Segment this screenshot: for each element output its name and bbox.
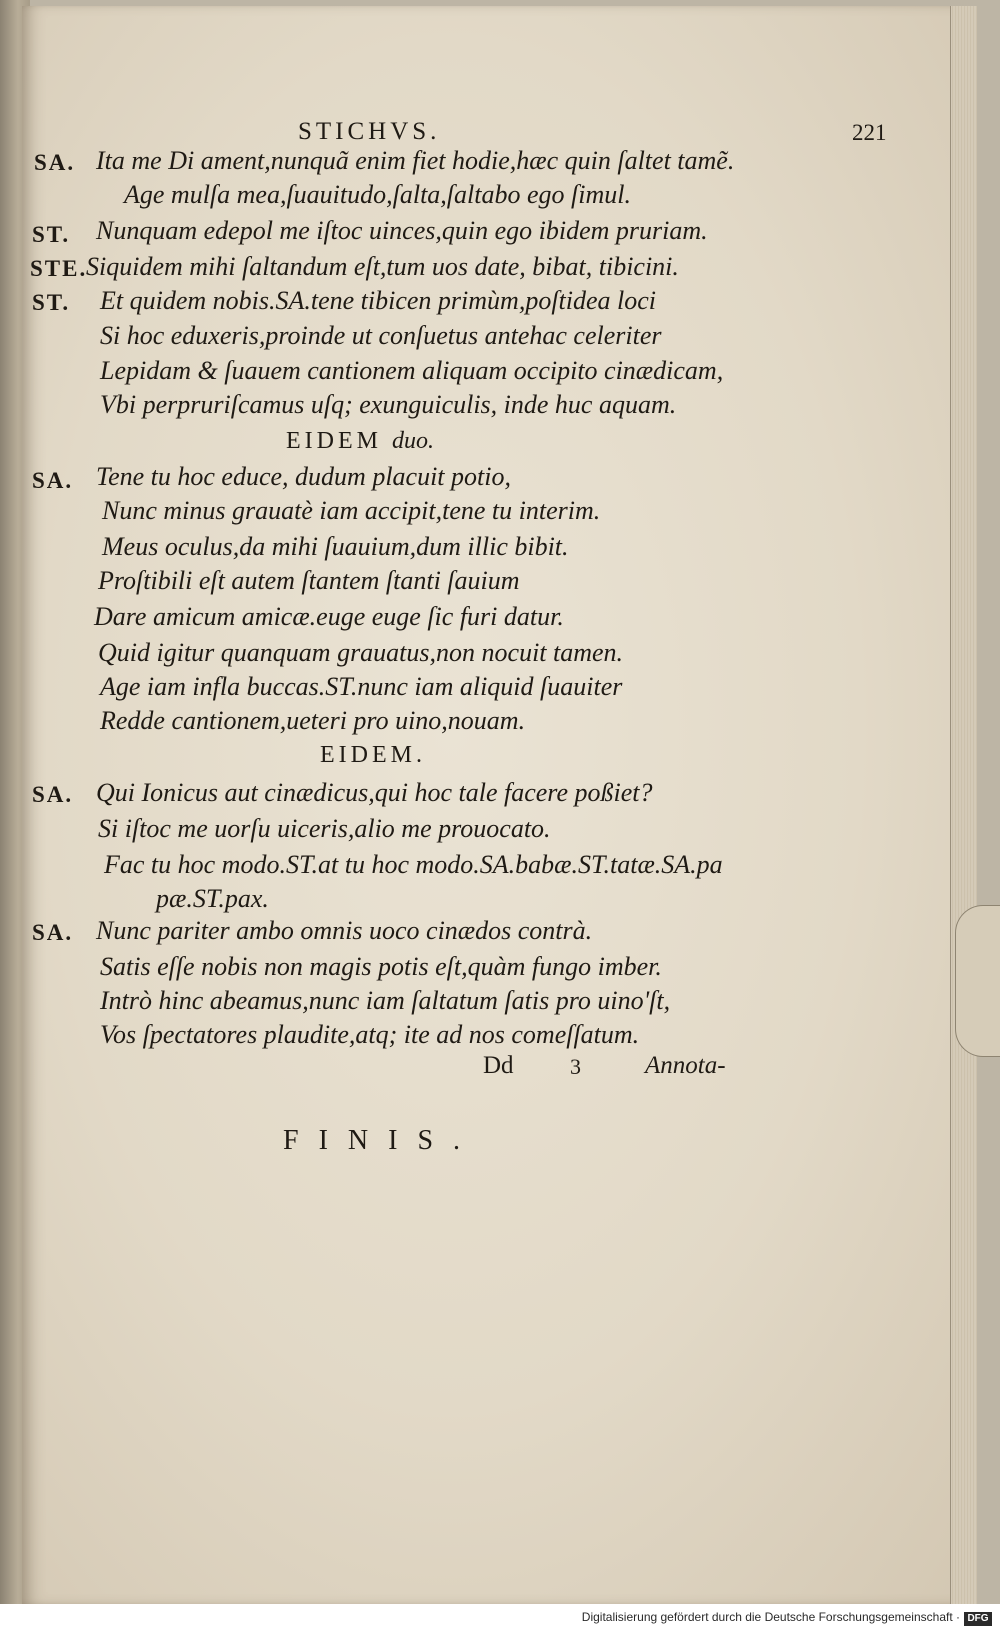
scene-heading-1 [286,428,434,455]
speaker-label: ST. [32,222,71,247]
speaker-label: ST. [32,290,71,315]
verse-line: Si hoc eduxeris,proinde ut conſuetus antehac celeriter [100,321,662,350]
finis-mark: FINIS. [283,1125,481,1156]
scene-heading-caps: EIDEM. [320,742,426,768]
verse-line: Lepidam & ſuauem cantionem aliquam occipito cinædicam, [100,356,724,385]
signature-number: 3 [570,1054,581,1079]
catchword: Annota- [645,1052,726,1079]
dfg-logo-icon: DFG [964,1612,992,1626]
verse-line: pæ.ST.pax. [156,884,269,913]
speaker-label: SA. [32,468,74,493]
verse-line: Age mulſa mea,ſuauitudo,ſalta,ſaltabo ego ſimul. [124,180,631,209]
verse-line: Quid igitur quanquam grauatus,non nocuit tamen. [98,638,624,667]
speaker-label: SA. [32,920,74,945]
signature-mark: Dd [483,1052,514,1079]
verse-line: Intrò hinc abeamus,nunc iam ſaltatum ſatis pro uino'ſt, [100,986,671,1015]
verse-line: Redde cantionem,ueteri pro uino,nouam. [100,706,526,735]
folio-number: 221 [852,120,887,145]
verse-line: Fac tu hoc modo.ST.at tu hoc modo.SA.babæ.ST.tatæ.SA.pa [104,850,723,879]
verse-line: Et quidem nobis.SA.tene tibicen primùm,poſtidea loci [100,286,657,315]
verse-line: Nunc pariter ambo omnis uoco cinædos contrà. [96,916,593,945]
speaker-label: STE. [30,256,88,281]
verse-line: Nunquam edepol me iſtoc uinces,quin ego ibidem pruriam. [96,216,708,245]
book-clasp-tab [955,905,1000,1057]
verse-line: Qui Ionicus aut cinædicus,qui hoc tale facere poßiet? [96,778,653,807]
verse-line: Tene tu hoc educe, dudum placuit potio, [96,462,511,491]
scene-heading-2 [320,742,426,769]
verse-line: Proſtibili eſt autem ſtantem ſtanti ſauium [98,566,520,595]
verse-line: Siquidem mihi ſaltandum eſt,tum uos date, bibat, tibicini. [86,252,679,281]
speaker-label: SA. [32,782,74,807]
verse-line: Si iſtoc me uorſu uiceris,alio me prouocato. [98,814,551,843]
verse-line: Ita me Di ament,nunquã enim fiet hodie,hæc quin ſaltet tamẽ. [96,146,735,175]
verse-line: Meus oculus,da mihi ſuauium,dum illic bibit. [102,532,569,561]
footer-bar [0,1604,1000,1631]
running-title: STICHVS. [298,118,441,145]
scene-heading-rest: duo. [391,428,434,454]
verse-line: Vbi perpruriſcamus uſq; exunguiculis, inde huc aquam. [100,390,677,419]
verse-line: Nunc minus grauatè iam accipit,tene tu interim. [102,496,601,525]
verse-line: Age iam infla buccas.ST.nunc iam aliquid ſuauiter [100,672,623,701]
verse-line: Satis eſſe nobis non magis potis eſt,quàm fungo imber. [100,952,662,981]
footer-credit: Digitalisierung gefördert durch die Deutsche Forschungsgemeinschaft · [581,1610,960,1624]
speaker-label: SA. [34,150,76,175]
scene-heading-caps: EIDEM [286,428,382,454]
verse-line: Dare amicum amicæ.euge euge ſic furi datur. [94,602,564,631]
verse-line: Vos ſpectatores plaudite,atq; ite ad nos comeſſatum. [100,1020,640,1049]
page-edges [950,6,977,1606]
